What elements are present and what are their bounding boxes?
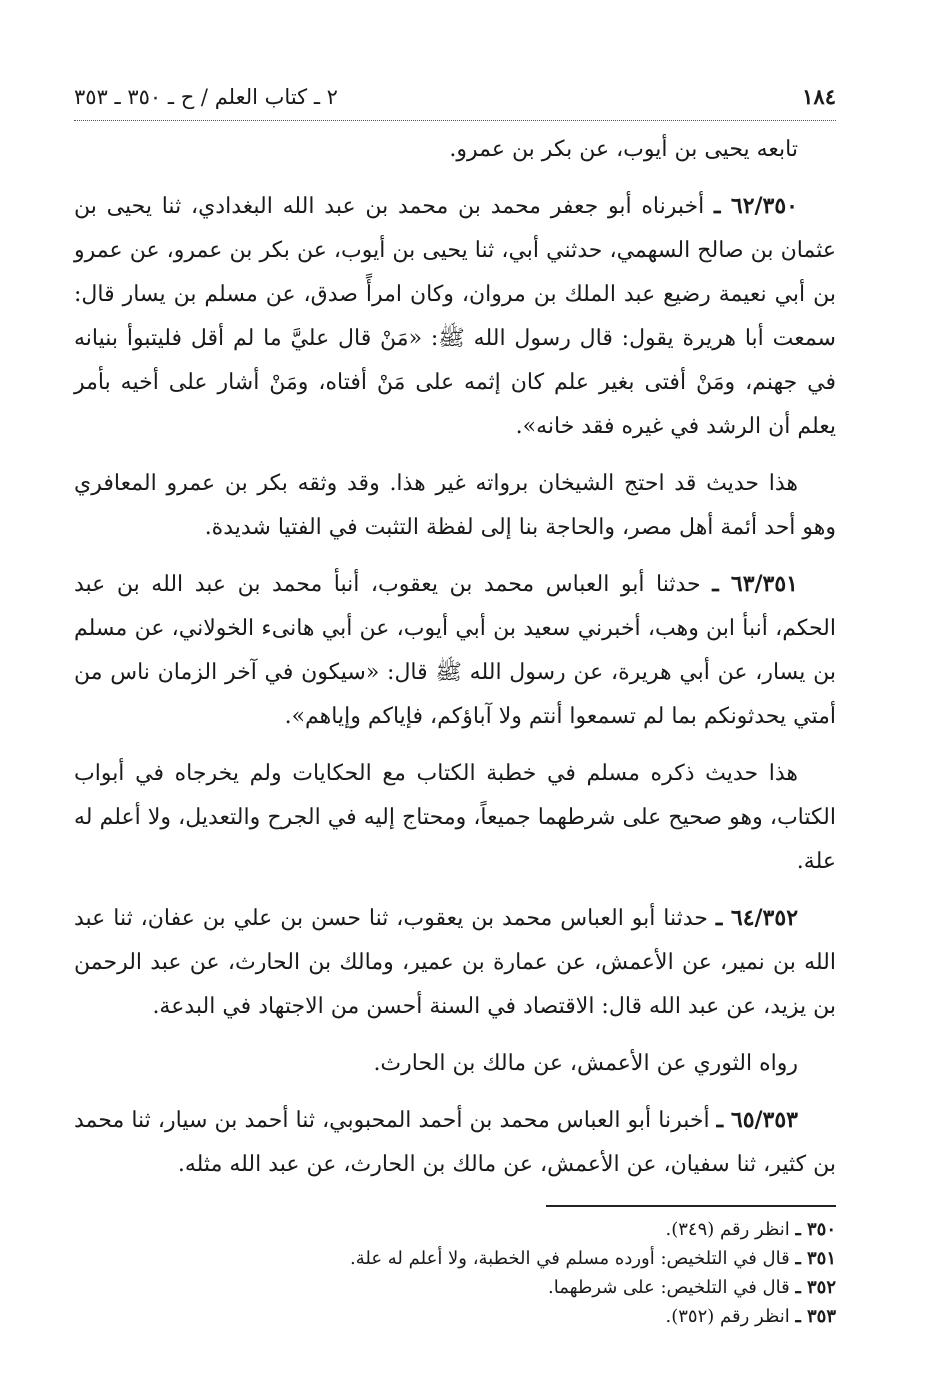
footnote-divider bbox=[546, 1205, 836, 1207]
footnotes bbox=[74, 1215, 836, 1331]
footnote: ٣٥٢ ـ قال في التلخيص: على شرطهما. bbox=[548, 1277, 836, 1298]
footnote: ٣٥١ ـ قال في التلخيص: أورده مسلم في الخطبة، ولا أعلم له علة. bbox=[349, 1248, 836, 1269]
hadith-text: أخبرناه أبو جعفر محمد بن محمد بن عبد الله البغدادي، ثنا يحيى بن عثمان بن صالح السهمي، حدثني أبي، ثنا يحيى بن أيوب، عن بكر بن عمرو، عن عمرو بن أبي نعيمة رضيع عبد الملك بن مروان، وكان امرأً صدق، عن مسلم بن يسار قال: سمعت أبا هريرة يقول: قال رسول الله ﷺ: «مَنْ قال عليَّ ما لم أقل فليتبوأ بنيانه في جهنم، ومَنْ أفتى بغير علم كان إثمه على مَنْ أفتاه، ومَنْ أشار على أخيه بأمر يعلم أن الرشد في غيره فقد خانه». bbox=[74, 194, 836, 439]
hadith-number: ٦٥/٣٥٣ ـ bbox=[716, 1107, 798, 1133]
commentary-350: هذا حديث قد احتج الشيخان برواته غير هذا. وقد وثقه بكر بن عمرو المعافري وهو أحد أئمة أهل مصر، والحاجة بنا إلى لفظة التثبت في الفتيا شديدة. bbox=[74, 471, 836, 540]
hadith-number: ٦٤/٣٥٢ ـ bbox=[715, 905, 799, 931]
page-header bbox=[74, 84, 836, 121]
hadith-text: حدثنا أبو العباس محمد بن يعقوب، أنبأ محمد بن عبد الله بن عبد الحكم، أنبأ ابن وهب، أخبرني سعيد بن أبي أيوب، عن أبي هانىء الخولاني، عن مسلم بن يسار، عن أبي هريرة، عن رسول الله ﷺ قال: «سيكون في آخر الزمان ناس من أمتي يحدثونكم بما لم تسمعوا أنتم ولا آباؤكم، فإياكم وإياهم». bbox=[74, 572, 836, 729]
footnote: ٣٥٣ ـ انظر رقم (٣٥٢). bbox=[665, 1306, 836, 1327]
paragraph: تابعه يحيى بن أيوب، عن بكر بن عمرو. bbox=[449, 137, 798, 162]
main-text bbox=[74, 127, 836, 1187]
commentary-352: رواه الثوري عن الأعمش، عن مالك بن الحارث. bbox=[373, 1051, 798, 1076]
page-number: ١٨٤ bbox=[802, 84, 836, 109]
hadith-text: أخبرنا أبو العباس محمد بن أحمد المحبوبي، ثنا أحمد بن سيار، ثنا محمد بن كثير، ثنا سفيان، عن الأعمش، عن مالك بن الحارث، عن عبد الله مثله. bbox=[74, 1108, 836, 1177]
hadith-352 bbox=[74, 896, 836, 1029]
footnote: ٣٥٠ ـ انظر رقم (٣٤٩). bbox=[665, 1219, 836, 1240]
hadith-350 bbox=[74, 184, 836, 449]
page bbox=[74, 84, 836, 1331]
hadith-353 bbox=[74, 1098, 836, 1187]
hadith-text: حدثنا أبو العباس محمد بن يعقوب، ثنا حسن بن علي بن عفان، ثنا عبد الله بن نمير، عن الأعمش، عن عمارة بن عمير، ومالك بن الحارث، عن عبد الرحمن بن يزيد، عن عبد الله قال: الاقتصاد في السنة أحسن من الاجتهاد في البدعة. bbox=[74, 906, 836, 1019]
hadith-351 bbox=[74, 562, 836, 739]
running-title: ٢ ـ كتاب العلم / ح ـ ٣٥٠ ـ ٣٥٣ bbox=[74, 85, 338, 109]
commentary-351: هذا حديث ذكره مسلم في خطبة الكتاب مع الحكايات ولم يخرجاه في أبواب الكتاب، وهو صحيح على شرطهما جميعاً، ومحتاج إليه في الجرح والتعديل، ولا أعلم له علة. bbox=[74, 761, 836, 874]
hadith-number: ٦٣/٣٥١ ـ bbox=[712, 571, 798, 597]
hadith-number: ٦٢/٣٥٠ ـ bbox=[713, 193, 798, 219]
